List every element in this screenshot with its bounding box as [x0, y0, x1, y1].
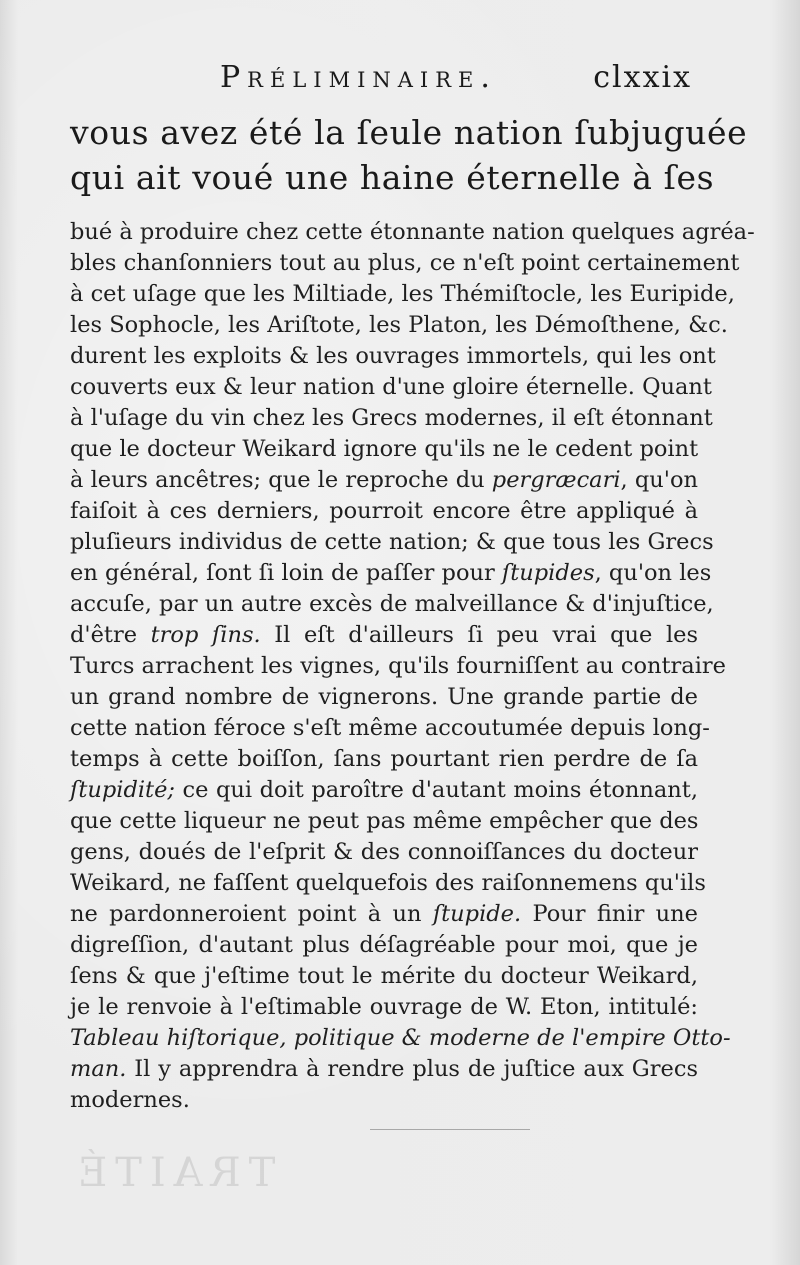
text-line: que cette liqueur ne peut pas même empêcher que des [70, 808, 699, 834]
continuation-text-large [70, 110, 748, 200]
text-line: je le renvoie à l'eſtimable ouvrage de W. Eton, intitulé: [70, 994, 698, 1020]
text-line: accuſe, par un autre excès de malveillance & d'injuſtice, [70, 591, 714, 617]
text-line: bué à produire chez cette étonnante nation quelques agréa- [70, 219, 755, 245]
text-run: , qu'on les [594, 560, 712, 586]
text-line [70, 465, 698, 496]
text-run: Il y apprendra à rendre plus de juſtice aux Grecs [126, 1056, 698, 1082]
text-line: modernes. [70, 1087, 190, 1113]
text-line: vous avez été la ſeule nation ſubjuguée [70, 113, 748, 152]
text-line: faiſoit à ces derniers, pourroit encore être appliqué à [70, 498, 698, 524]
text-run: ce qui doit paroître d'autant moins étonnant, [175, 777, 698, 803]
text-line [70, 1023, 731, 1054]
italic-text: Tableau hiſtorique, politique & moderne de l'empire Otto- [70, 1025, 731, 1051]
italic-text: man. [70, 1056, 127, 1082]
text-run: ne pardonneroient point à un [70, 901, 433, 927]
running-head: Préliminaire. [220, 60, 497, 95]
text-line: à cet uſage que les Miltiade, les Thémiſtocle, les Euripide, [70, 281, 735, 307]
text-line: temps à cette boiſſon, ſans pourtant rien perdre de ſa [70, 746, 698, 772]
text-run: Pour finir une [521, 901, 698, 927]
text-line: Weikard, ne faſſent quelquefois des raiſonnemens qu'ils [70, 870, 706, 896]
text-line [70, 899, 698, 930]
text-line: ſens & que j'eſtime tout le mérite du docteur Weikard, [70, 963, 698, 989]
text-line: Turcs arrachent les vignes, qu'ils fourniſſent au contraire [70, 653, 726, 679]
text-line: que le docteur Weikard ignore qu'ils ne le cedent point [70, 436, 699, 462]
text-line: durent les exploits & les ouvrages immortels, qui les ont [70, 343, 716, 369]
body-text [70, 217, 755, 1116]
page-number: clxxix [593, 60, 692, 95]
text-line: un grand nombre de vignerons. Une grande partie de [70, 684, 698, 710]
text-run: à leurs ancêtres; que le reproche du [70, 467, 492, 493]
text-line [70, 620, 698, 651]
text-run: d'être [70, 622, 151, 648]
italic-text: ſtupides [501, 560, 595, 586]
text-line: gens, doués de l'eſprit & des connoiſſances du docteur [70, 839, 698, 865]
italic-text: pergræcari [491, 467, 621, 493]
text-line [70, 558, 712, 589]
text-line: cette nation féroce s'eſt même accoutumée depuis long- [70, 715, 710, 741]
italic-text: trop ſins. [150, 622, 261, 648]
text-line: les Sophocle, les Ariſtote, les Platon, les Démoſthene, &c. [70, 312, 728, 338]
text-line: bles chanſonniers tout au plus, ce n'eſt point certainement [70, 250, 740, 276]
page-header [70, 56, 692, 100]
text-run: Il eſt d'ailleurs ſi peu vrai que les [260, 622, 699, 648]
italic-text: ſtupidité; [70, 777, 175, 803]
bleed-through-text: TRAITÉ [70, 1150, 276, 1196]
text-line: couverts eux & leur nation d'une gloire éternelle. Quant [70, 374, 712, 400]
end-rule [370, 1129, 530, 1130]
text-run: en général, ſont ſi loin de paſſer pour [70, 560, 502, 586]
text-line: à l'uſage du vin chez les Grecs modernes, il eſt étonnant [70, 405, 713, 431]
text-line: digreſſion, d'autant plus déſagréable pour moi, que je [70, 932, 698, 958]
italic-text: ſtupide. [432, 901, 522, 927]
text-run: , qu'on [620, 467, 698, 493]
text-line: qui ait voué une haine éternelle à ſes [70, 158, 715, 197]
text-line: pluſieurs individus de cette nation; & que tous les Grecs [70, 529, 714, 555]
text-line [70, 1054, 698, 1085]
text-line [70, 775, 698, 806]
